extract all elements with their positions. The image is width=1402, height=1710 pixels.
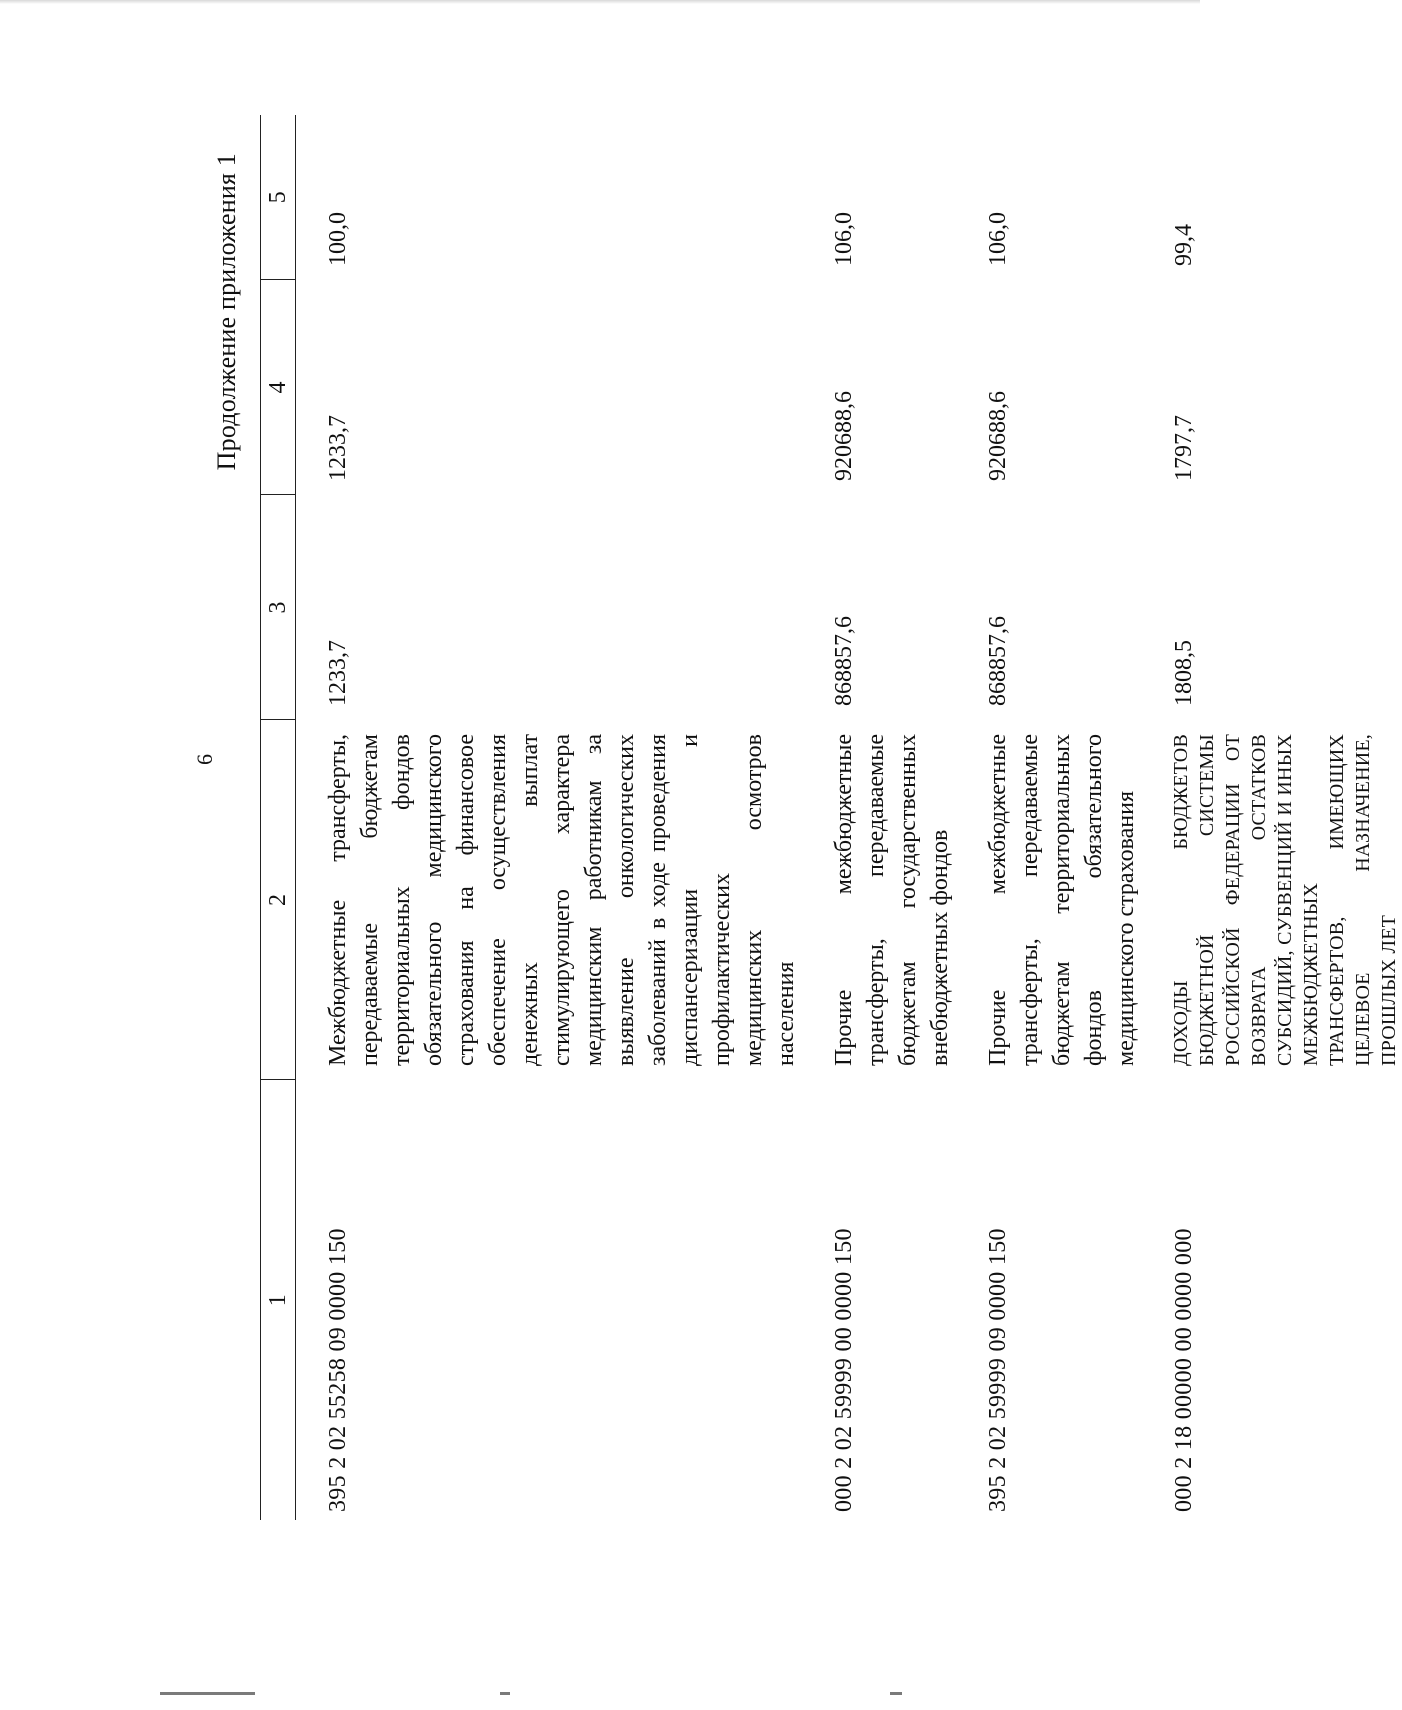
column-number: 5 <box>261 115 296 280</box>
value-col3: 1233,7 <box>325 640 351 706</box>
value-col3: 1808,5 <box>1171 640 1197 706</box>
column-number: 2 <box>261 720 296 1080</box>
income-description: Прочие межбюджетные трансферты, передаваемые бюджетам территориальных фондов обязательного медицинского страхования <box>985 734 1139 1066</box>
value-col4: 920688,6 <box>831 391 857 481</box>
column-number: 3 <box>261 495 296 720</box>
budget-code: 000 2 18 00000 00 0000 000 <box>1171 1228 1197 1512</box>
value-col5: 99,4 <box>1171 224 1197 266</box>
income-description: Межбюджетные трансферты, передаваемые бюджетам территориальных фондов обязательного медицинского страхования на финансовое обеспечение осуществления денежных выплат стимулирующего характера медицинским работникам за выявление онкологических заболеваний в ходе проведения диспансеризации и профилактических медицинских осмотров населения <box>325 734 799 1066</box>
value-col4: 1233,7 <box>325 415 351 481</box>
column-number-row <box>261 115 296 1520</box>
value-col4: 920688,6 <box>985 391 1011 481</box>
table-row <box>296 115 803 1520</box>
income-description: ДОХОДЫ БЮДЖЕТОВ БЮДЖЕТНОЙ СИСТЕМЫ РОССИЙСКОЙ ФЕДЕРАЦИИ ОТ ВОЗВРАТА ОСТАТКОВ СУБСИДИЙ, СУБВЕНЦИЙ И ИНЫХ МЕЖБЮДЖЕТНЫХ ТРАНСФЕРТОВ, ИМЕЮЩИХ ЦЕЛЕВОЕ НАЗНАЧЕНИЕ, ПРОШЛЫХ ЛЕТ <box>1170 734 1400 1066</box>
value-col5: 106,0 <box>985 212 1011 266</box>
continuation-label: Продолжение приложения 1 <box>212 153 241 471</box>
rotated-page <box>100 95 1400 1615</box>
budget-code: 395 2 02 59999 09 0000 150 <box>985 1228 1011 1512</box>
value-col3: 868857,6 <box>985 616 1011 706</box>
budget-code: 000 2 02 59999 00 0000 150 <box>831 1228 857 1512</box>
table-row <box>1142 115 1402 1520</box>
column-number: 1 <box>261 1080 296 1520</box>
budget-code: 395 2 02 55258 09 0000 150 <box>325 1228 351 1512</box>
income-description: Прочие межбюджетные трансферты, передаваемые бюджетам государственных внебюджетных фондов <box>831 734 953 1066</box>
scan-top-edge <box>0 0 1200 4</box>
budget-table <box>260 115 1402 1520</box>
value-col5: 106,0 <box>831 212 857 266</box>
scan-artifact <box>500 1692 510 1695</box>
scan-artifact <box>160 1692 255 1695</box>
scan-artifact <box>890 1692 902 1695</box>
page-number: 6 <box>192 754 217 765</box>
column-number: 4 <box>261 280 296 495</box>
table-row <box>956 115 1142 1520</box>
table-row <box>802 115 956 1520</box>
value-col4: 1797,7 <box>1171 415 1197 481</box>
value-col3: 868857,6 <box>831 616 857 706</box>
value-col5: 100,0 <box>325 212 351 266</box>
